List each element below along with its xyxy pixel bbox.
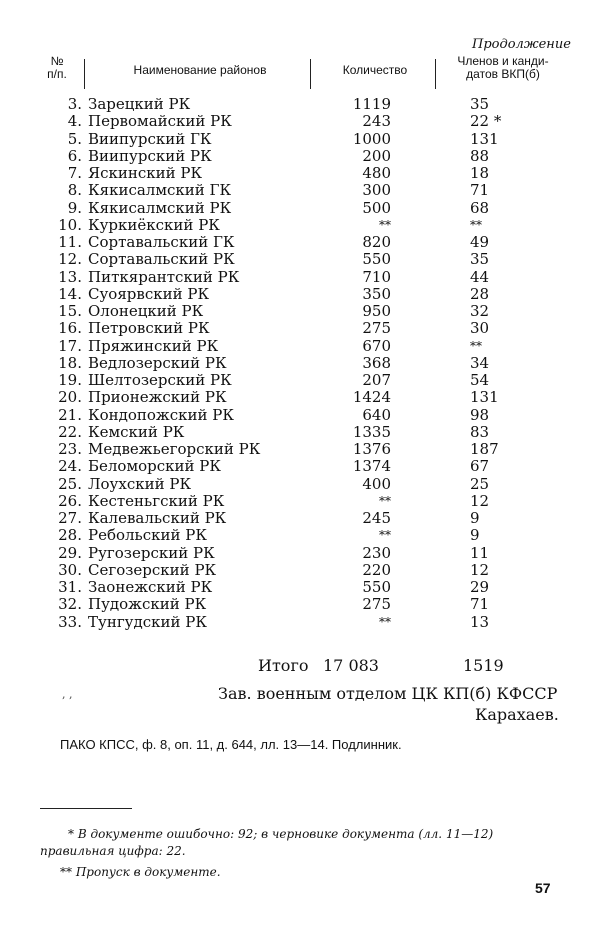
table-row (0, 217, 600, 234)
table-row (0, 286, 600, 303)
members-cell: 35 (470, 250, 490, 269)
footnote-mark: * (68, 827, 74, 841)
quantity-cell: 950 (362, 302, 391, 320)
table-row (0, 148, 600, 165)
members-cell: 22 * (470, 112, 502, 131)
members-cell: 187 (470, 440, 499, 458)
footnote-mark: ** (60, 865, 72, 879)
members-cell: 32 (470, 302, 490, 320)
table-row (0, 424, 600, 441)
row-number: 10. (58, 215, 82, 234)
district-name: Питкярантский РК (88, 267, 240, 286)
district-name: Виипурский РК (88, 146, 212, 165)
district-name: Сортавальский ГК (88, 233, 235, 251)
district-name: Заонежский РК (88, 578, 213, 596)
quantity-cell: 350 (362, 284, 391, 303)
footnote-text: Пропуск в документе. (75, 865, 221, 879)
table-row (0, 200, 600, 217)
table-row (0, 545, 600, 562)
table-row (0, 182, 600, 199)
table-row (0, 562, 600, 579)
table-row (0, 510, 600, 527)
header-divider (84, 59, 85, 89)
row-number: 3. (67, 95, 82, 113)
row-number: 6. (67, 146, 82, 165)
members-cell: 28 (470, 284, 490, 303)
quantity-cell: 550 (362, 578, 391, 596)
members-cell: 71 (470, 595, 490, 614)
row-number: 33. (58, 612, 82, 631)
header-divider (435, 59, 436, 89)
members-cell: 34 (470, 353, 490, 372)
members-cell: 44 (470, 267, 490, 286)
footnote (40, 826, 560, 860)
district-name: Зарецкий РК (88, 95, 191, 113)
members-cell: 68 (470, 198, 490, 217)
table-row (0, 476, 600, 493)
table-row (0, 458, 600, 475)
members-cell: 9 (470, 509, 480, 527)
district-name: Первомайский РК (88, 112, 232, 131)
district-name: Медвежьегорский РК (88, 440, 261, 458)
header-divider (310, 59, 311, 89)
members-cell: 13 (470, 612, 490, 631)
quantity-cell: ** (379, 528, 391, 543)
row-number: 9. (67, 198, 82, 217)
quantity-cell: 500 (362, 198, 391, 217)
district-name: Ругозерский РК (88, 543, 215, 562)
row-number: 31. (58, 578, 82, 596)
total-members: 1519 (463, 656, 504, 675)
table-row (0, 165, 600, 182)
district-name: Яскинский РК (88, 164, 203, 182)
row-number: 11. (58, 233, 82, 251)
header-quantity: Количество (342, 63, 408, 77)
row-number: 23. (58, 440, 82, 458)
members-cell: 83 (470, 422, 490, 441)
table-row (0, 527, 600, 544)
header-district: Наименование районов (133, 63, 267, 77)
district-name: Суоярвский РК (88, 284, 210, 303)
header-members (438, 55, 568, 81)
row-number: 30. (58, 560, 82, 579)
quantity-cell: 245 (362, 509, 391, 527)
table-row (0, 355, 600, 372)
signature-name: Карахаев. (475, 705, 559, 724)
row-number: 13. (58, 267, 82, 286)
signature-title: Зав. военным отделом ЦК КП(б) КФССР (218, 684, 558, 703)
members-cell: 131 (470, 388, 499, 407)
quantity-cell: 640 (362, 405, 391, 424)
quantity-cell: 200 (362, 146, 391, 165)
row-number: 28. (58, 526, 82, 545)
header-members-line2: датов ВКП(б) (466, 67, 540, 81)
district-name: Лоухский РК (88, 474, 192, 493)
margin-mark: , , (62, 688, 73, 701)
row-number: 16. (58, 319, 82, 338)
district-name: Ведлозерский РК (88, 353, 227, 372)
header-number-line2: п/п. (47, 67, 67, 81)
table-row (0, 131, 600, 148)
row-number: 17. (58, 336, 82, 355)
row-number: 8. (67, 181, 82, 200)
row-number: 15. (58, 302, 82, 320)
district-name: Пряжинский РК (88, 336, 219, 355)
district-name: Олонецкий РК (88, 302, 204, 320)
row-number: 19. (58, 371, 82, 389)
district-name: Кемский РК (88, 422, 185, 441)
quantity-cell: ** (379, 493, 391, 508)
table-row (0, 389, 600, 406)
table-row (0, 338, 600, 355)
district-name: Виипурский ГК (88, 129, 212, 148)
quantity-cell: 1335 (352, 422, 391, 441)
footnote-divider (40, 808, 132, 809)
district-name: Прионежский РК (88, 388, 227, 407)
row-number: 14. (58, 284, 82, 303)
district-name: Кестеньгский РК (88, 491, 225, 510)
quantity-cell: 550 (362, 250, 391, 269)
district-name: Кякисалмский ГК (88, 181, 232, 200)
quantity-cell: 670 (362, 336, 391, 355)
quantity-cell: 480 (362, 164, 391, 182)
table-row (0, 303, 600, 320)
members-cell: 9 (470, 526, 480, 545)
district-name: Сортавальский РК (88, 250, 235, 269)
quantity-cell: 230 (362, 543, 391, 562)
row-number: 25. (58, 474, 82, 493)
quantity-cell: 820 (362, 233, 391, 251)
table-row (0, 441, 600, 458)
members-cell: 12 (470, 491, 490, 510)
header-number-line1: № (50, 54, 64, 68)
quantity-cell: 1000 (352, 129, 391, 148)
members-cell: 71 (470, 181, 490, 200)
quantity-cell: 368 (362, 353, 391, 372)
district-name: Тунгудский РК (88, 612, 207, 631)
members-cell: 12 (470, 560, 490, 579)
row-number: 21. (58, 405, 82, 424)
table-row (0, 614, 600, 631)
table-row (0, 407, 600, 424)
footnote (40, 864, 221, 881)
members-cell: 29 (470, 578, 490, 596)
row-number: 18. (58, 353, 82, 372)
table-row (0, 320, 600, 337)
district-name: Кякисалмский РК (88, 198, 232, 217)
members-cell: 67 (470, 457, 490, 476)
row-number: 24. (58, 457, 82, 476)
members-cell: 11 (470, 543, 490, 562)
quantity-cell: 1119 (352, 95, 391, 113)
table-row (0, 251, 600, 268)
district-name: Кондопожский РК (88, 405, 234, 424)
row-number: 32. (58, 595, 82, 614)
members-cell: 35 (470, 95, 490, 113)
quantity-cell: ** (379, 217, 391, 232)
district-name: Шелтозерский РК (88, 371, 232, 389)
quantity-cell: 275 (362, 319, 391, 338)
footnote-text: В документе ошибочно: 92; в черновике документа (лл. 11—12) правильная цифра: 22. (40, 827, 494, 858)
quantity-cell: 710 (362, 267, 391, 286)
quantity-cell: 300 (362, 181, 391, 200)
quantity-cell: ** (379, 614, 391, 629)
quantity-cell: 1374 (352, 457, 391, 476)
district-name: Ребольский РК (88, 526, 207, 545)
members-cell: 88 (470, 146, 490, 165)
members-cell: ** (470, 338, 482, 353)
quantity-cell: 400 (362, 474, 391, 493)
table-row (0, 113, 600, 130)
members-cell: 18 (470, 164, 490, 182)
members-cell: ** (470, 217, 482, 232)
table-row (0, 596, 600, 613)
total-quantity: 17 083 (323, 656, 379, 675)
table-row (0, 493, 600, 510)
quantity-cell: 220 (362, 560, 391, 579)
total-label: Итого (258, 656, 309, 675)
continued-label: Продолжение (472, 37, 571, 52)
table-row (0, 269, 600, 286)
district-name: Петровский РК (88, 319, 210, 338)
row-number: 20. (58, 388, 82, 407)
table-row (0, 579, 600, 596)
members-cell: 98 (470, 405, 490, 424)
district-name: Сегозерский РК (88, 560, 217, 579)
row-number: 4. (67, 112, 82, 131)
members-cell: 25 (470, 474, 490, 493)
row-number: 7. (67, 164, 82, 182)
row-number: 22. (58, 422, 82, 441)
district-name: Калевальский РК (88, 509, 227, 527)
members-cell: 49 (470, 233, 490, 251)
archive-source: ПАКО КПСС, ф. 8, оп. 11, д. 644, лл. 13—14. Подлинник. (60, 737, 402, 752)
district-name: Пудожский РК (88, 595, 207, 614)
header-members-line1: Членов и канди- (457, 54, 549, 68)
members-cell: 54 (470, 371, 490, 389)
header-number (42, 55, 72, 81)
row-number: 26. (58, 491, 82, 510)
table-row (0, 372, 600, 389)
district-name: Беломорский РК (88, 457, 222, 476)
members-cell: 131 (470, 129, 499, 148)
table-row (0, 234, 600, 251)
row-number: 5. (67, 129, 82, 148)
table-header (40, 55, 580, 97)
quantity-cell: 243 (362, 112, 391, 131)
members-cell: 30 (470, 319, 490, 338)
quantity-cell: 1424 (352, 388, 391, 407)
row-number: 27. (58, 509, 82, 527)
row-number: 12. (58, 250, 82, 269)
quantity-cell: 1376 (352, 440, 391, 458)
table-row (0, 96, 600, 113)
district-name: Куркиёкский РК (88, 215, 220, 234)
row-number: 29. (58, 543, 82, 562)
quantity-cell: 207 (362, 371, 391, 389)
quantity-cell: 275 (362, 595, 391, 614)
page-number: 57 (535, 880, 551, 896)
